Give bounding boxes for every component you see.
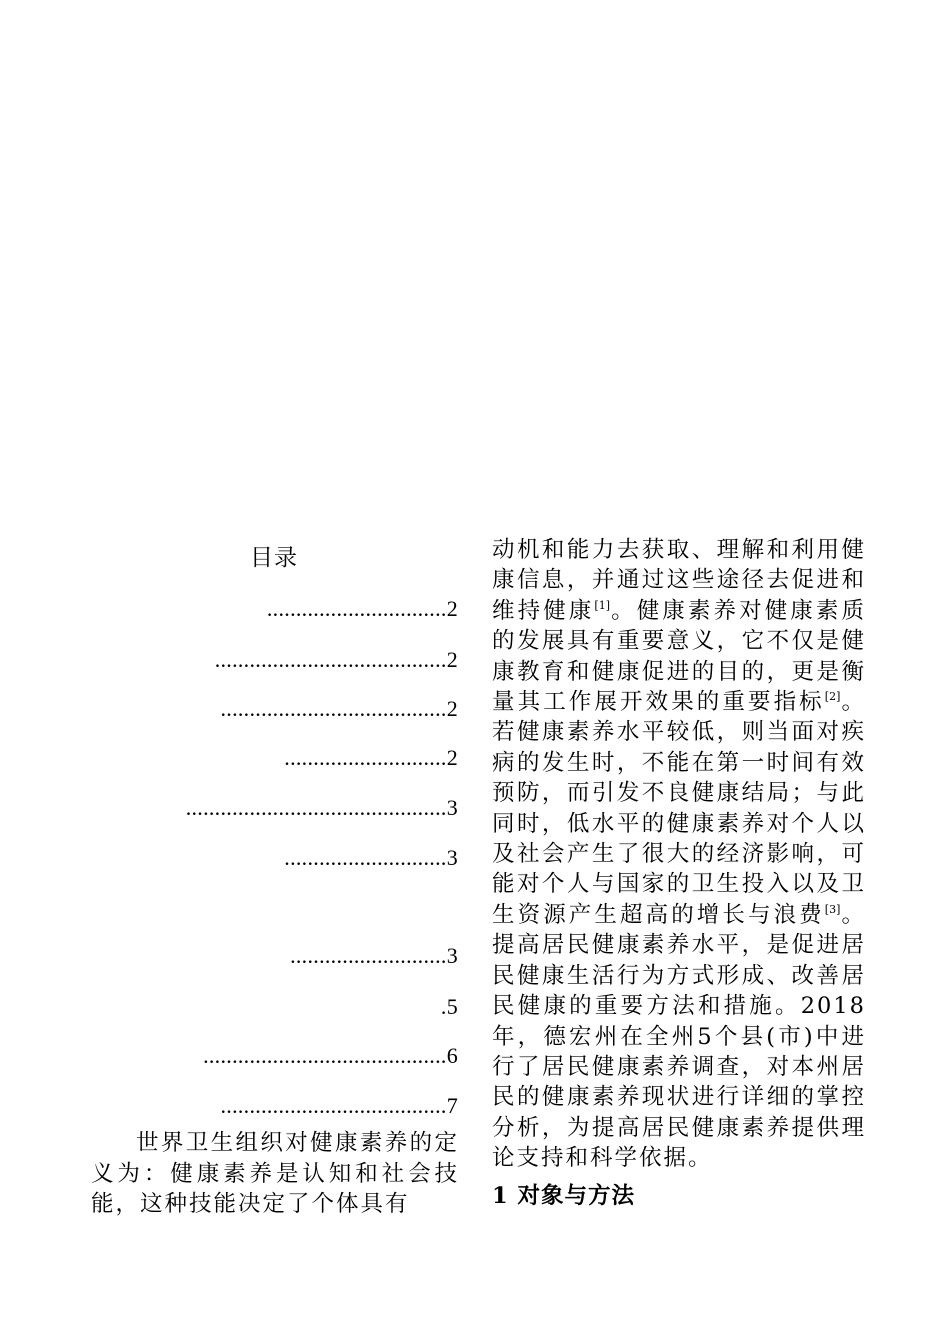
paragraph-text: 。健康素养对健康素质的发展具有重要意义，它不仅是健康教育和健康促进的目的，更是衡量其工作展开效果的重要指标 (492, 597, 866, 716)
paragraph-text: 。提高居民健康素养水平，是促进居民健康生活行为方式形成、改善居民健康的重要方法和措施。2018年，德宏州在全州5个县(市)中进行了居民健康素养调查，对本州居民的健康素养现状进行详细的掌控分析，为提高居民健康素养提供理论支持和科学依据。 (492, 901, 866, 1172)
toc-entry[interactable] (284, 744, 458, 772)
toc-page-number: 2 (446, 745, 458, 770)
toc-leader: ........................... (290, 943, 447, 968)
toc-leader: . (440, 994, 447, 1019)
toc-page-number: 6 (446, 1043, 458, 1068)
citation-marker[interactable]: [1] (594, 598, 610, 612)
section-heading: 1 对象与方法 (492, 1183, 635, 1209)
toc-page-number: 2 (446, 647, 458, 672)
toc-leader: ............................... (266, 596, 447, 621)
citation-marker[interactable]: [2] (824, 690, 841, 704)
body-paragraph-right (492, 535, 866, 1174)
toc-entry[interactable] (220, 695, 458, 723)
toc-entry[interactable] (441, 993, 458, 1021)
body-paragraph-left: 世界卫生组织对健康素养的定义为：健康素养是认知和社会技能，这种技能决定了个体具有 (91, 1130, 459, 1217)
toc-entry[interactable] (220, 1092, 458, 1120)
toc-leader: ....................................... (220, 1093, 447, 1118)
toc-leader: ............................ (284, 845, 447, 870)
citation-marker[interactable]: [3] (824, 902, 841, 916)
toc-page-number: 7 (446, 1093, 458, 1118)
toc-entry[interactable] (267, 595, 458, 623)
toc-page-number: 3 (446, 795, 458, 820)
toc-entry[interactable] (284, 844, 458, 872)
toc-page-number: 3 (446, 845, 458, 870)
toc-page-number: 2 (446, 596, 458, 621)
toc-leader: ............................ (284, 745, 447, 770)
toc-entry[interactable] (203, 1042, 458, 1070)
toc-entry[interactable] (215, 646, 458, 674)
toc-leader: ............................................. (185, 795, 447, 820)
toc-entry[interactable] (186, 794, 458, 822)
toc-leader: ....................................... (220, 696, 447, 721)
toc-entry[interactable] (290, 942, 458, 970)
toc-page-number: 2 (446, 696, 458, 721)
toc-leader: ........................................ (214, 647, 447, 672)
toc-title: 目录 (250, 545, 298, 571)
paragraph-text: 。若健康素养水平较低，则当面对疾病的发生时，不能在第一时间有效预防，而引发不良健康结局；与此同时，低水平的健康素养对个人以及社会产生了很大的经济影响，可能对个人与国家的卫生投入以及卫生资源产生超高的增长与浪费 (492, 689, 866, 928)
toc-leader: .......................................... (203, 1043, 447, 1068)
paragraph-text: 动机和能力去获取、理解和利用健康信息，并通过这些途径去促进和维持健康 (492, 537, 866, 624)
toc-page-number: 5 (446, 994, 458, 1019)
toc-page-number: 3 (446, 943, 458, 968)
